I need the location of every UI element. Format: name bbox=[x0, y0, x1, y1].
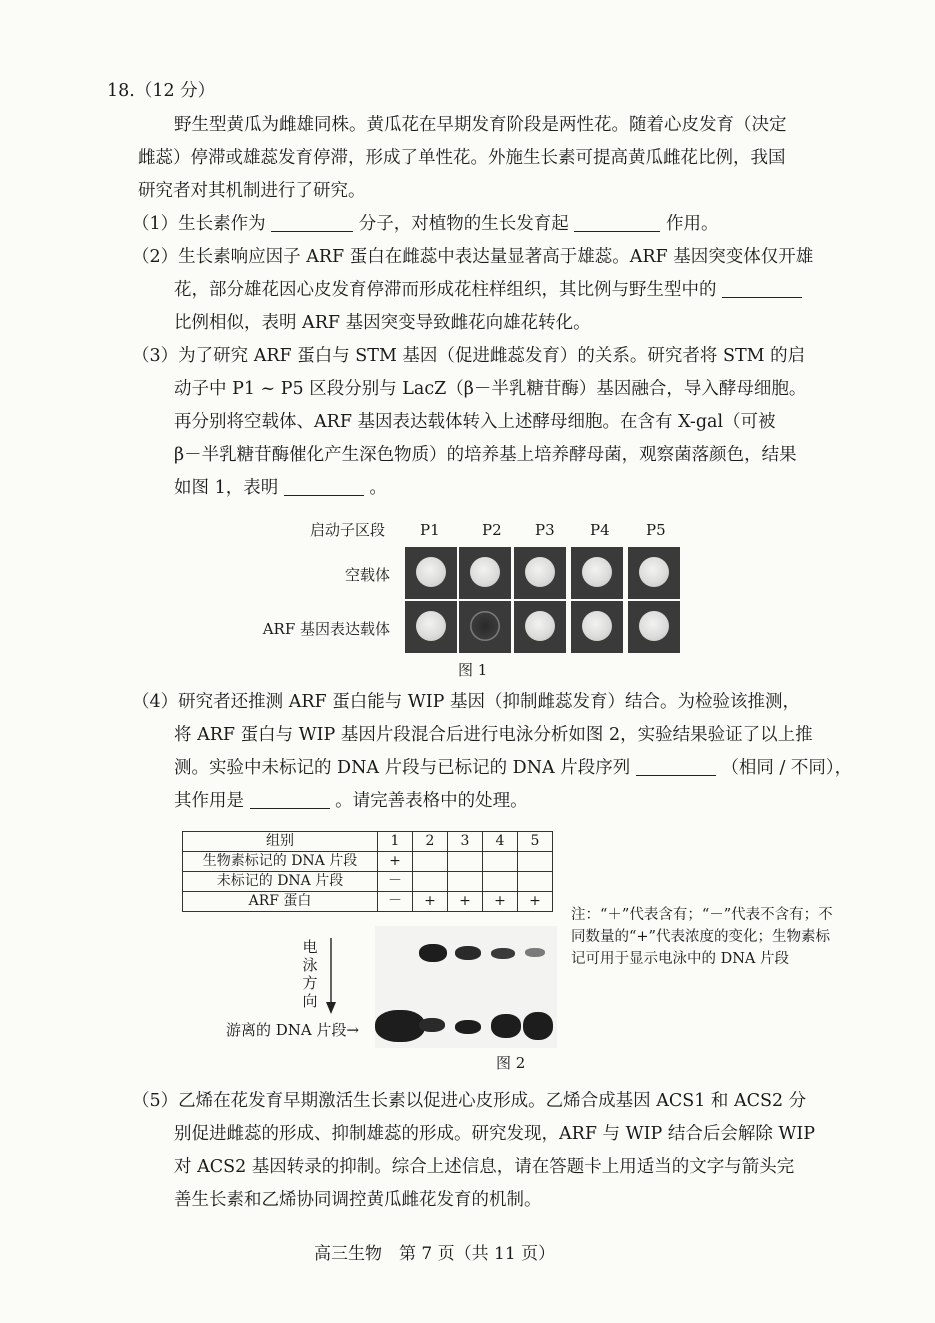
figure1-row-label-empty-vector: 空载体 bbox=[344, 566, 390, 584]
group-table-header-row bbox=[183, 832, 553, 852]
answer-blank-5[interactable] bbox=[636, 757, 716, 776]
colony-light bbox=[582, 557, 612, 587]
answer-blank-1[interactable] bbox=[271, 213, 353, 232]
q5-line-2: 别促进雌蕊的形成、抑制雄蕊的形成。研究发现，ARF 与 WIP 结合后会解除 WIP bbox=[174, 1124, 816, 1144]
gel-band-shifted-lane-5 bbox=[525, 948, 545, 957]
q3-line-4: β－半乳糖苷酶催化产生深色物质）的培养基上培养酵母菌，观察菌落颜色，结果 bbox=[174, 445, 797, 465]
table-cell: 生物素标记的 DNA 片段 bbox=[183, 852, 378, 872]
gel-band-free-lane-2 bbox=[419, 1018, 445, 1032]
figure1-row-label-arf-vector: ARF 基因表达载体 bbox=[262, 620, 390, 638]
figure2-note: 注：“＋”代表含有；“－”代表不含有；不同数量的“+”代表浓度的变化；生物素标记可用于显示电泳中的 DNA 片段 bbox=[571, 907, 833, 967]
answer-blank-2[interactable] bbox=[574, 213, 660, 232]
plate-well bbox=[405, 601, 457, 653]
table-cell: + bbox=[483, 892, 518, 912]
gel-band-shifted-lane-3 bbox=[455, 946, 481, 960]
q4-line-1: （4）研究者还推测 ARF 蛋白能与 WIP 基因（抑制雌蕊发育）结合。为检验该推测， bbox=[132, 692, 801, 712]
q1-line bbox=[132, 213, 718, 235]
plate-well bbox=[405, 547, 457, 599]
table-row bbox=[183, 892, 553, 912]
colony-light bbox=[639, 611, 669, 641]
gel-image bbox=[375, 926, 557, 1048]
colony-light bbox=[416, 611, 446, 641]
table-cell[interactable] bbox=[448, 852, 483, 872]
table-row bbox=[183, 852, 553, 872]
q5-line-3: 对 ACS2 基因转录的抑制。综合上述信息，请在答题卡上用适当的文字与箭头完 bbox=[174, 1157, 795, 1177]
table-cell: 4 bbox=[483, 832, 518, 852]
q4-line-2: 将 ARF 蛋白与 WIP 基因片段混合后进行电泳分析如图 2，实验结果验证了以上推 bbox=[174, 725, 813, 745]
gel-band-shifted-lane-2 bbox=[419, 944, 447, 962]
colony-light bbox=[416, 557, 446, 587]
q3-line-3: 再分别将空载体、ARF 基因表达载体转入上述酵母细胞。在含有 X-gal（可被 bbox=[174, 412, 776, 432]
table-cell[interactable] bbox=[518, 852, 553, 872]
q3-text-5a: 如图 1，表明 bbox=[174, 478, 279, 498]
figure1-segment-p5: P5 bbox=[646, 521, 666, 539]
q1-text-a: （1）生长素作为 bbox=[132, 214, 266, 234]
gel-band-free-lane-5 bbox=[523, 1012, 553, 1040]
electrophoresis-direction-label: 电泳方向 bbox=[302, 938, 318, 1010]
plate-well bbox=[628, 601, 680, 653]
q5-line-1: （5）乙烯在花发育早期激活生长素以促进心皮形成。乙烯合成基因 ACS1 和 ACS2 分 bbox=[132, 1091, 807, 1111]
table-cell: 1 bbox=[378, 832, 413, 852]
q4-line-4 bbox=[174, 790, 528, 812]
group-table bbox=[182, 831, 553, 912]
table-cell: 组别 bbox=[183, 832, 378, 852]
gel-band-free-lane-3 bbox=[455, 1020, 481, 1034]
table-cell: 未标记的 DNA 片段 bbox=[183, 872, 378, 892]
q4-text-3a: 测。实验中未标记的 DNA 片段与已标记的 DNA 片段序列 bbox=[174, 758, 631, 778]
plate-well bbox=[514, 601, 566, 653]
intro-line-3: 研究者对其机制进行了研究。 bbox=[138, 181, 366, 201]
q3-line-5 bbox=[174, 477, 387, 499]
page-footer: 高三生物 第 7 页（共 11 页） bbox=[314, 1244, 556, 1264]
gel-band-free-lane-4 bbox=[491, 1014, 521, 1038]
table-cell: + bbox=[378, 852, 413, 872]
table-cell[interactable] bbox=[413, 852, 448, 872]
figure1-segment-p1: P1 bbox=[420, 521, 440, 539]
q4-text-4b: 。请完善表格中的处理。 bbox=[335, 791, 528, 811]
q4-text-4a: 其作用是 bbox=[174, 791, 244, 811]
table-cell: 5 bbox=[518, 832, 553, 852]
q5-line-4: 善生长素和乙烯协同调控黄瓜雌花发育的机制。 bbox=[174, 1190, 542, 1210]
table-cell[interactable] bbox=[483, 852, 518, 872]
q1-text-b: 分子，对植物的生长发育起 bbox=[358, 214, 569, 234]
q4-text-3b: （相同 / 不同）， bbox=[721, 758, 853, 778]
q3-line-1: （3）为了研究 ARF 蛋白与 STM 基因（促进雌蕊发育）的关系。研究者将 STM 的启 bbox=[132, 346, 806, 366]
table-cell: + bbox=[448, 892, 483, 912]
plate-well bbox=[514, 547, 566, 599]
answer-blank-6[interactable] bbox=[250, 790, 330, 809]
table-cell[interactable] bbox=[518, 872, 553, 892]
figure1-caption: 图 1 bbox=[458, 661, 488, 679]
q3-text-5b: 。 bbox=[369, 478, 387, 498]
gel-band-free-lane-1 bbox=[375, 1010, 425, 1042]
direction-arrow-icon bbox=[324, 938, 338, 1016]
table-row bbox=[183, 872, 553, 892]
table-cell[interactable] bbox=[413, 872, 448, 892]
figure2-caption: 图 2 bbox=[496, 1054, 526, 1072]
intro-line-1: 野生型黄瓜为雌雄同株。黄瓜花在早期发育阶段是两性花。随着心皮发育（决定 bbox=[174, 115, 787, 135]
colony-light bbox=[525, 611, 555, 641]
q2-line-3: 比例相似，表明 ARF 基因突变导致雌花向雄花转化。 bbox=[174, 313, 591, 333]
figure1-segment-p4: P4 bbox=[590, 521, 610, 539]
intro-line-2: 雌蕊）停滞或雄蕊发育停滞，形成了单性花。外施生长素可提高黄瓜雌花比例，我国 bbox=[138, 148, 786, 168]
free-dna-label: 游离的 DNA 片段→ bbox=[226, 1021, 360, 1039]
table-cell: + bbox=[518, 892, 553, 912]
plate-well bbox=[571, 547, 623, 599]
plate-well bbox=[459, 601, 511, 653]
q2-line-2 bbox=[174, 279, 802, 301]
table-cell[interactable] bbox=[483, 872, 518, 892]
answer-blank-3[interactable] bbox=[722, 279, 802, 298]
plate-well bbox=[459, 547, 511, 599]
colony-light bbox=[582, 611, 612, 641]
table-cell: + bbox=[413, 892, 448, 912]
q4-line-3 bbox=[174, 757, 852, 779]
figure1-segment-p3: P3 bbox=[535, 521, 555, 539]
q2-line-1: （2）生长素响应因子 ARF 蛋白在雌蕊中表达量显著高于雄蕊。ARF 基因突变体仅开雄 bbox=[132, 247, 814, 267]
colony-light bbox=[470, 557, 500, 587]
answer-blank-4[interactable] bbox=[284, 477, 364, 496]
plate-well bbox=[628, 547, 680, 599]
figure1-segment-p2: P2 bbox=[482, 521, 502, 539]
colony-light bbox=[639, 557, 669, 587]
gel-band-shifted-lane-4 bbox=[491, 948, 515, 959]
table-cell[interactable] bbox=[448, 872, 483, 892]
table-cell: 3 bbox=[448, 832, 483, 852]
q1-text-c: 作用。 bbox=[665, 214, 719, 234]
table-cell: 2 bbox=[413, 832, 448, 852]
q2-text-2: 花，部分雄花因心皮发育停滞而形成花柱样组织，其比例与野生型中的 bbox=[174, 280, 717, 300]
q3-line-2: 动子中 P1 ~ P5 区段分别与 LacZ（β－半乳糖苷酶）基因融合，导入酵母细胞。 bbox=[174, 379, 807, 399]
question-number: 18.（12 分） bbox=[107, 81, 216, 101]
table-cell: ARF 蛋白 bbox=[183, 892, 378, 912]
table-cell: － bbox=[378, 892, 413, 912]
figure1-header-label: 启动子区段 bbox=[310, 521, 386, 539]
colony-light bbox=[525, 557, 555, 587]
table-cell: － bbox=[378, 872, 413, 892]
plate-well bbox=[571, 601, 623, 653]
colony-dark bbox=[470, 611, 500, 641]
